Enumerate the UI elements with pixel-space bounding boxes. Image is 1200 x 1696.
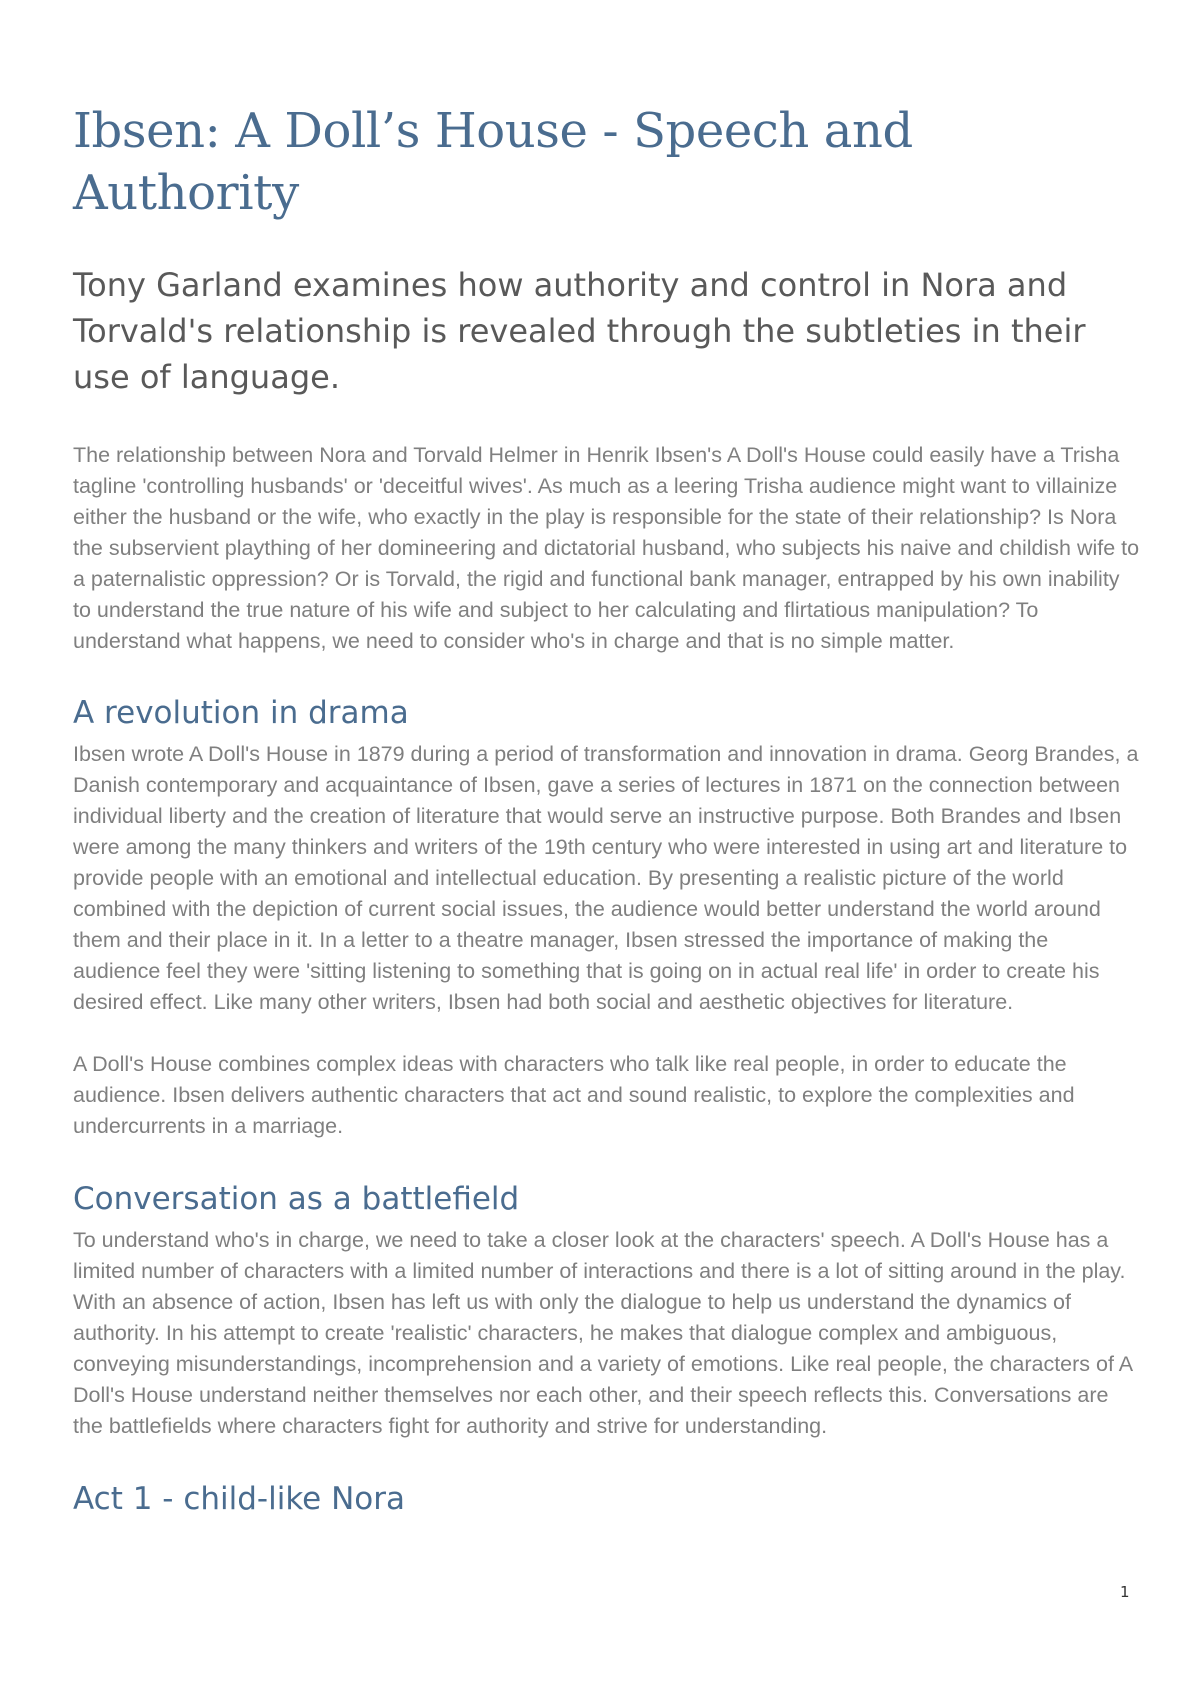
section-paragraph: A Doll's House combines complex ideas with characters who talk like real people, in order to educate the audience. Ibsen delivers authentic characters that act and sound realistic, to explore the complexities and undercurrents in a marriage. (73, 1052, 1075, 1138)
article-title: Ibsen: A Doll’s House - Speech and Authority (73, 103, 913, 221)
section-heading-act1: Act 1 - child-like Nora (73, 1481, 406, 1517)
section-paragraph: To understand who's in charge, we need to take a closer look at the characters' speech. A Doll's House has a limited number of characters with a limited number of interactions and there is a lot of sitting around in the play. With an absence of action, Ibsen has left us with only the dialogue to help us understand the dynamics of authority. In his attempt to create 'realistic' characters, he makes that dialogue complex and ambiguous, conveying misunderstandings, incomprehension and a variety of emotions. Like real people, the characters of A Doll's House understand neither themselves nor each other, and their speech reflects this. Conversations are the battlefields where characters fight for authority and strive for understanding. (73, 1228, 1132, 1438)
page-number: 1 (1120, 1583, 1130, 1601)
page-content (73, 100, 1140, 1518)
intro-paragraph: The relationship between Nora and Torvald Helmer in Henrik Ibsen's A Doll's House could easily have a Trisha tagline 'controlling husbands' or 'deceitful wives'. As much as a leering Trisha audience might want to villainize either the husband or the wife, who exactly in the play is responsible for the state of their relationship? Is Nora the subservient plaything of her domineering and dictatorial husband, who subjects his naive and childish wife to a paternalistic oppression? Or is Torvald, the rigid and functional bank manager, entrapped by his own inability to understand the true nature of his wife and subject to her calculating and flirtatious manipulation? To understand what happens, we need to consider who's in charge and that is no simple matter. (73, 443, 1140, 653)
section-heading-battlefield: Conversation as a battlefield (73, 1181, 520, 1217)
article-subtitle: Tony Garland examines how authority and control in Nora and Torvald's relationship is revealed through the subtleties in their use of language. (73, 266, 1086, 396)
section-paragraph: Ibsen wrote A Doll's House in 1879 during a period of transformation and innovation in drama. Georg Brandes, a Danish contemporary and acquaintance of Ibsen, gave a series of lectures in 1871 on the connection between individual liberty and the creation of literature that would serve an instructive purpose. Both Brandes and Ibsen were among the many thinkers and writers of the 19th century who were interested in using art and literature to provide people with an emotional and intellectual education. By presenting a realistic picture of the world combined with the depiction of current social issues, the audience would better understand the world around them and their place in it. In a letter to a theatre manager, Ibsen stressed the importance of making the audience feel they were 'sitting listening to something that is going on in actual real life' in order to create his desired effect. Like many other writers, Ibsen had both social and aesthetic objectives for literature. (73, 742, 1139, 1014)
section-heading-revolution: A revolution in drama (73, 695, 409, 731)
